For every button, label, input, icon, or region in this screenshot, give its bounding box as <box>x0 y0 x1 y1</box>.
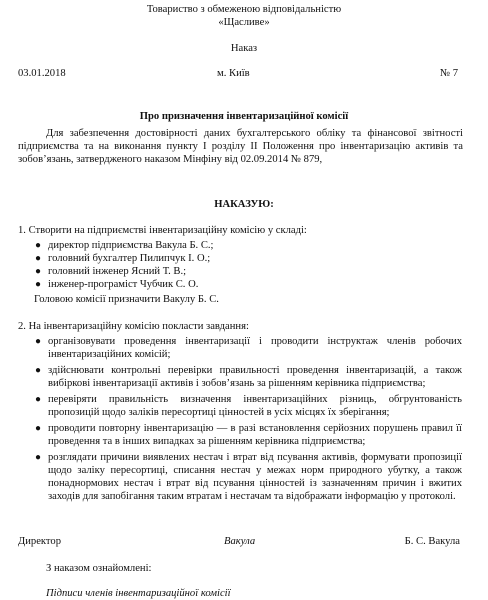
company-name: Товариство з обмеженою відповідальністю <box>146 4 342 15</box>
bullet-icon: ● <box>35 240 42 251</box>
list-item: ● здійснювати контрольні перевірки правильності проведення інвентаризацій, а також вибіркові інвентаризації активів і зобов’язань за рішенням керівника підприємства; <box>35 365 462 389</box>
bullet-icon: ● <box>35 266 42 277</box>
list-item: ● головний бухгалтер Пилипчук І. О.; <box>35 253 211 264</box>
item-2-title: 2. На інвентаризаційну комісію покласти завдання: <box>18 321 249 332</box>
preamble: Для забезпечення достовірності даних бухгалтерського обліку та фінансової звітності підприємства та на виконання пункту І розділу ІІ Положення про інвентаризацію активів та зобов’язань, затвердженого наказом Мінфіну від 02.09.2014 № 879, <box>18 128 463 165</box>
list-item: ● інженер-програміст Чубчик С. О. <box>35 279 199 290</box>
list-item: ● директор підприємства Вакула Б. С.; <box>35 240 214 251</box>
commission-tasks-list <box>35 335 462 503</box>
list-item: ● проводити повторну інвентаризацію — в разі встановлення серйозних порушень правил її проведення та в інших випадках за рішенням керівника підприємства; <box>35 423 462 447</box>
order-city: м. Київ <box>217 68 250 79</box>
order-subject: Про призначення інвентаризаційної комісії <box>139 111 349 122</box>
order-number: № 7 <box>439 68 458 79</box>
bullet-icon: ● <box>35 336 42 347</box>
order-word: НАКАЗУЮ: <box>214 199 274 210</box>
signature-position: Директор <box>18 536 61 547</box>
document-type: Наказ <box>230 43 258 54</box>
list-item: ● розглядати причини виявлених нестач і втрат від псування активів, формувати пропозиції щодо заліку пересортиці, списання нестач у межах норм природного убутку, а також понаднормових нестач і втрат від псування цінностей із зазначенням причин і вжитих заходів для запобігання таким втратам і нестачам та відображати інформацію у протоколі. <box>35 452 462 502</box>
order-date: 03.01.2018 <box>18 68 66 79</box>
company-name-quoted: «Щасливе» <box>218 17 270 28</box>
commission-members-list <box>35 239 458 291</box>
list-item: ● організовувати проведення інвентаризації і проводити інструктаж членів робочих інвентаризаційних комісій; <box>35 336 462 360</box>
list-item: ● головний інженер Ясний Т. В.; <box>35 266 187 277</box>
bullet-icon: ● <box>35 279 42 290</box>
bullet-icon: ● <box>35 394 42 405</box>
bullet-icon: ● <box>35 452 42 463</box>
commission-head: Головою комісії призначити Вакулу Б. С. <box>34 294 219 305</box>
handwritten-signature: Вакула <box>224 536 256 547</box>
acknowledged-label: З наказом ознайомлені: <box>46 563 152 574</box>
bullet-icon: ● <box>35 365 42 376</box>
bullet-icon: ● <box>35 253 42 264</box>
item-1-title: 1. Створити на підприємстві інвентаризаційну комісію у складі: <box>18 225 307 236</box>
list-item: ● перевіряти правильність визначення інвентаризаційних різниць, обгрунтованість пропозицій щодо заліків пересортиці цінностей в усіх місцях їх зберігання; <box>35 394 462 418</box>
bullet-icon: ● <box>35 423 42 434</box>
signatory-name: Б. С. Вакула <box>404 536 460 547</box>
members-signatures: Підписи членів інвентаризаційної комісії <box>46 588 231 599</box>
